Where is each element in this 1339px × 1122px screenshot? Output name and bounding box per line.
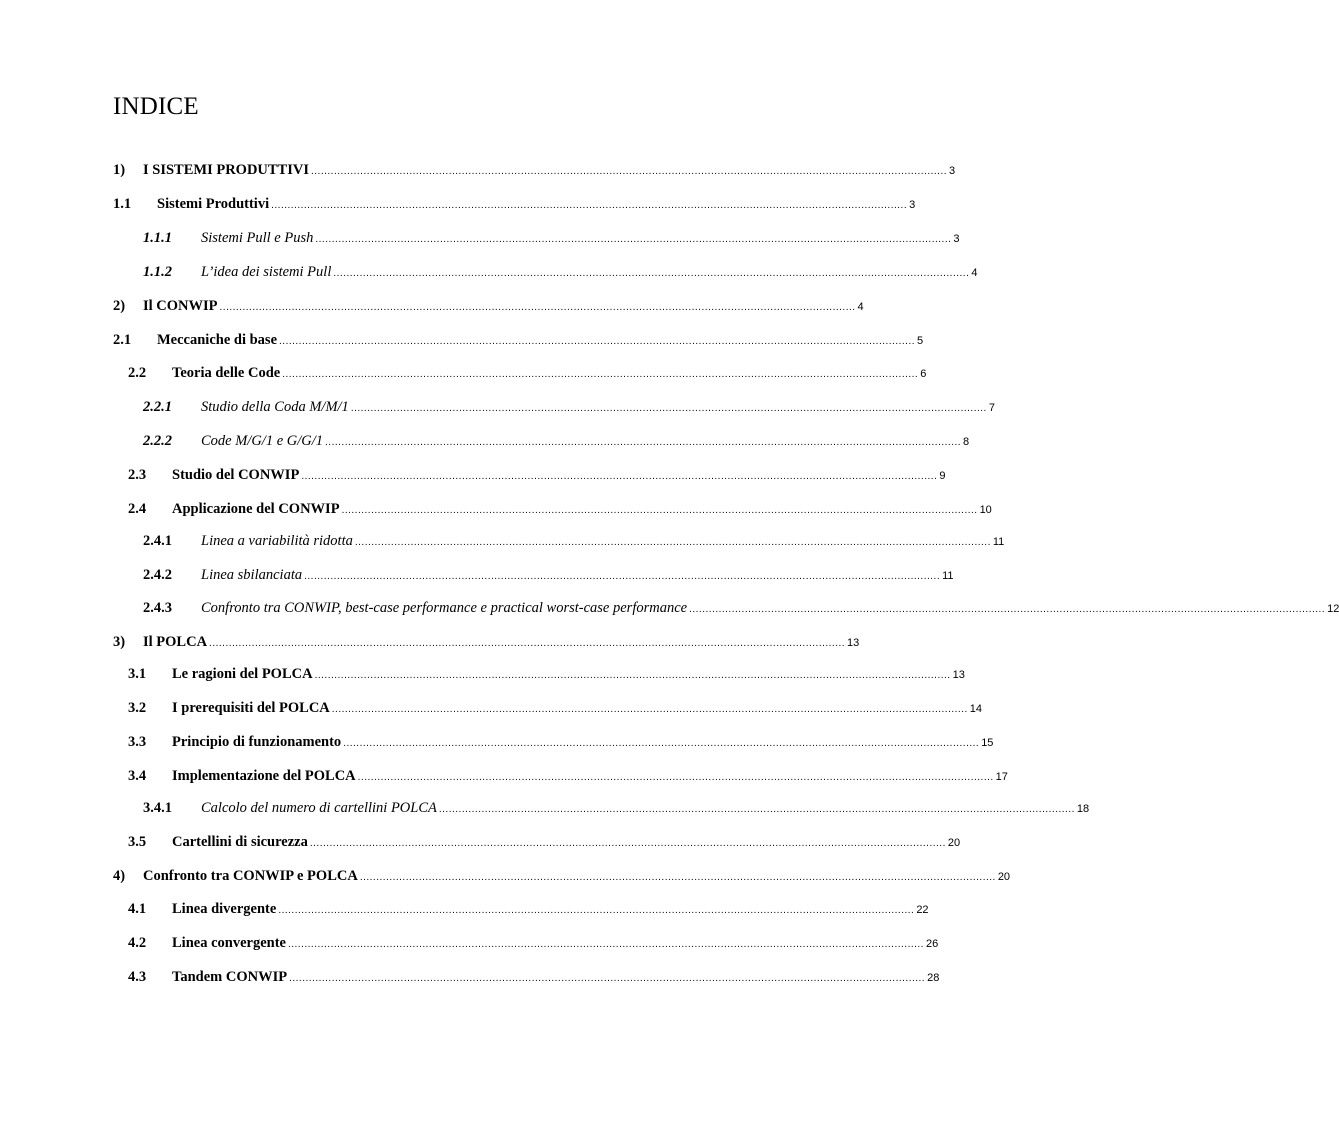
toc-entry[interactable] xyxy=(0,767,1008,787)
dot-leader: .................................................................................................................................................................................................. xyxy=(289,973,926,984)
dot-leader: .................................................................................................................................................................................................. xyxy=(219,302,856,313)
toc-entry-number: 3.4.1 xyxy=(143,800,172,816)
toc-entry-page: 14 xyxy=(969,703,983,715)
toc-entry-title: Sistemi Produttivi xyxy=(157,196,270,212)
toc-entry-title: Il POLCA xyxy=(143,634,208,650)
toc-entry[interactable] xyxy=(0,195,916,215)
toc-entry-page: 18 xyxy=(1076,803,1090,815)
toc-entry-number: 2.2.1 xyxy=(143,399,172,415)
toc-entry-title: Le ragioni del POLCA xyxy=(172,666,313,682)
toc-entry[interactable] xyxy=(0,833,961,853)
toc-entry-number: 1.1.1 xyxy=(143,230,172,246)
toc-entry-number: 3) xyxy=(113,634,126,650)
toc-entry[interactable] xyxy=(0,263,978,283)
dot-leader: .................................................................................................................................................................................................. xyxy=(359,872,996,883)
toc-entry[interactable] xyxy=(0,799,1090,819)
toc-entry-page: 11 xyxy=(942,570,954,582)
toc-entry[interactable] xyxy=(0,398,995,418)
toc-entry-page: 4 xyxy=(857,301,864,313)
toc-entry-number: 2.1 xyxy=(113,332,132,348)
toc-entry-page: 3 xyxy=(949,165,956,177)
dot-leader: .................................................................................................................................................................................................. xyxy=(271,200,908,211)
toc-entry-number: 1.1.2 xyxy=(143,264,172,280)
toc-entry-title: Linea convergente xyxy=(172,935,286,951)
toc-entry-number: 1) xyxy=(113,162,126,178)
toc-entry-page: 10 xyxy=(979,504,992,516)
toc-entry-page: 5 xyxy=(917,335,924,347)
toc-entry-title: Implementazione del POLCA xyxy=(172,768,356,784)
toc-entry[interactable] xyxy=(0,331,924,351)
dot-leader: .................................................................................................................................................................................................. xyxy=(315,234,952,245)
dot-leader: .................................................................................................................................................................................................. xyxy=(350,403,987,414)
toc-entry-number: 3.4 xyxy=(128,768,147,784)
toc-entry-page: 17 xyxy=(995,771,1008,783)
toc-entry[interactable] xyxy=(0,699,983,719)
toc-entry-number: 3.1 xyxy=(128,666,147,682)
dot-leader: .................................................................................................................................................................................................. xyxy=(438,804,1075,815)
toc-entry[interactable] xyxy=(0,934,939,954)
toc-entry[interactable] xyxy=(0,297,864,317)
toc-entry-number: 4.3 xyxy=(128,969,147,985)
toc-entry[interactable] xyxy=(0,466,946,486)
toc-entry[interactable] xyxy=(0,432,970,452)
toc-entry-page: 8 xyxy=(963,436,970,448)
toc-entry-title: Confronto tra CONWIP, best-case performance e practical worst-case performance xyxy=(201,600,688,616)
toc-entry-title: Il CONWIP xyxy=(143,298,218,314)
toc-entry[interactable] xyxy=(0,532,1005,552)
toc-entry-title: L’idea dei sistemi Pull xyxy=(201,264,332,280)
toc-entry-page: 26 xyxy=(925,938,939,950)
dot-leader: .................................................................................................................................................................................................. xyxy=(279,336,916,347)
toc-entry-number: 2.4.1 xyxy=(143,533,172,549)
toc-entry[interactable] xyxy=(0,161,956,181)
dot-leader: .................................................................................................................................................................................................. xyxy=(354,537,991,548)
toc-entry-page: 4 xyxy=(971,267,978,279)
toc-entry-page: 22 xyxy=(916,904,929,916)
toc-entry-page: 11 xyxy=(992,536,1005,548)
toc-entry-title: Studio della Coda M/M/1 xyxy=(201,399,349,415)
toc-entry-number: 1.1 xyxy=(113,196,132,212)
toc-entry[interactable] xyxy=(0,900,929,920)
toc-entry-title: Applicazione del CONWIP xyxy=(172,501,340,517)
dot-leader: .................................................................................................................................................................................................. xyxy=(304,571,941,582)
toc-entry[interactable] xyxy=(0,968,940,988)
toc-entry-page: 7 xyxy=(988,402,995,414)
toc-entry-number: 2.4.2 xyxy=(143,567,172,583)
toc-entry-number: 4.1 xyxy=(128,901,147,917)
toc-entry-title: Linea sbilanciata xyxy=(201,567,303,583)
toc-entry[interactable] xyxy=(0,633,860,653)
toc-entry-page: 20 xyxy=(997,871,1011,883)
toc-entry[interactable] xyxy=(0,566,954,586)
toc-entry-title: Linea divergente xyxy=(172,901,277,917)
dot-leader: .................................................................................................................................................................................................. xyxy=(311,166,947,177)
toc-entry-number: 4) xyxy=(113,868,126,884)
toc-entry-number: 2) xyxy=(113,298,126,314)
dot-leader: .................................................................................................................................................................................................. xyxy=(282,369,919,380)
toc-entry-number: 2.2 xyxy=(128,365,147,381)
page-title: INDICE xyxy=(113,93,199,120)
toc-entry-title: Meccaniche di base xyxy=(157,332,278,348)
toc-entry-number: 2.4 xyxy=(128,501,147,517)
dot-leader: .................................................................................................................................................................................................. xyxy=(278,905,915,916)
dot-leader: .................................................................................................................................................................................................. xyxy=(689,604,1326,615)
dot-leader: .................................................................................................................................................................................................. xyxy=(343,738,980,749)
toc-entry[interactable] xyxy=(0,867,1011,887)
toc-entry-number: 3.5 xyxy=(128,834,147,850)
toc-entry[interactable] xyxy=(0,364,927,384)
toc-entry[interactable] xyxy=(0,665,965,685)
toc-entry-title: I SISTEMI PRODUTTIVI xyxy=(143,162,309,178)
toc-entry-page: 13 xyxy=(952,669,965,681)
toc-entry-number: 3.3 xyxy=(128,734,147,750)
dot-leader: .................................................................................................................................................................................................. xyxy=(301,471,938,482)
dot-leader: .................................................................................................................................................................................................. xyxy=(357,772,994,783)
toc-entry-title: Confronto tra CONWIP e POLCA xyxy=(143,868,358,884)
dot-leader: .................................................................................................................................................................................................. xyxy=(309,838,946,849)
toc-entry-page: 13 xyxy=(847,637,860,649)
dot-leader: .................................................................................................................................................................................................. xyxy=(209,638,846,649)
toc-entry-number: 2.2.2 xyxy=(143,433,172,449)
toc-entry-title: Cartellini di sicurezza xyxy=(172,834,308,850)
toc-entry-number: 3.2 xyxy=(128,700,147,716)
toc-entry[interactable] xyxy=(0,500,992,520)
toc-entry-title: Linea a variabilità ridotta xyxy=(201,533,353,549)
toc-entry-page: 28 xyxy=(927,972,940,984)
toc-entry-title: Principio di funzionamento xyxy=(172,734,342,750)
toc-entry-page: 15 xyxy=(981,737,994,749)
toc-entry-number: 2.4.3 xyxy=(143,600,172,616)
dot-leader: .................................................................................................................................................................................................. xyxy=(287,939,924,950)
toc-entry-title: Code M/G/1 e G/G/1 xyxy=(201,433,324,449)
dot-leader: .................................................................................................................................................................................................. xyxy=(333,268,970,279)
toc-entry-title: I prerequisiti del POLCA xyxy=(172,700,330,716)
toc-entry-page: 3 xyxy=(953,233,960,245)
dot-leader: .................................................................................................................................................................................................. xyxy=(314,670,951,681)
toc-entry-number: 2.3 xyxy=(128,467,147,483)
toc-entry-title: Tandem CONWIP xyxy=(172,969,288,985)
toc-entry-page: 9 xyxy=(939,470,946,482)
toc-entry-number: 4.2 xyxy=(128,935,147,951)
toc-entry-page: 3 xyxy=(909,199,916,211)
toc-entry[interactable] xyxy=(0,733,994,753)
toc-entry[interactable] xyxy=(0,599,1339,619)
toc-entry-title: Sistemi Pull e Push xyxy=(201,230,314,246)
toc-entry-title: Teoria delle Code xyxy=(172,365,281,381)
toc-entry-page: 20 xyxy=(947,837,961,849)
dot-leader: .................................................................................................................................................................................................. xyxy=(341,505,978,516)
toc-entry-title: Calcolo del numero di cartellini POLCA xyxy=(201,800,437,816)
toc-entry-page: 6 xyxy=(920,368,927,380)
toc-entry-page: 12 xyxy=(1327,603,1339,615)
dot-leader: .................................................................................................................................................................................................. xyxy=(325,437,962,448)
dot-leader: .................................................................................................................................................................................................. xyxy=(331,704,968,715)
toc-entry[interactable] xyxy=(0,229,960,249)
toc-entry-title: Studio del CONWIP xyxy=(172,467,300,483)
